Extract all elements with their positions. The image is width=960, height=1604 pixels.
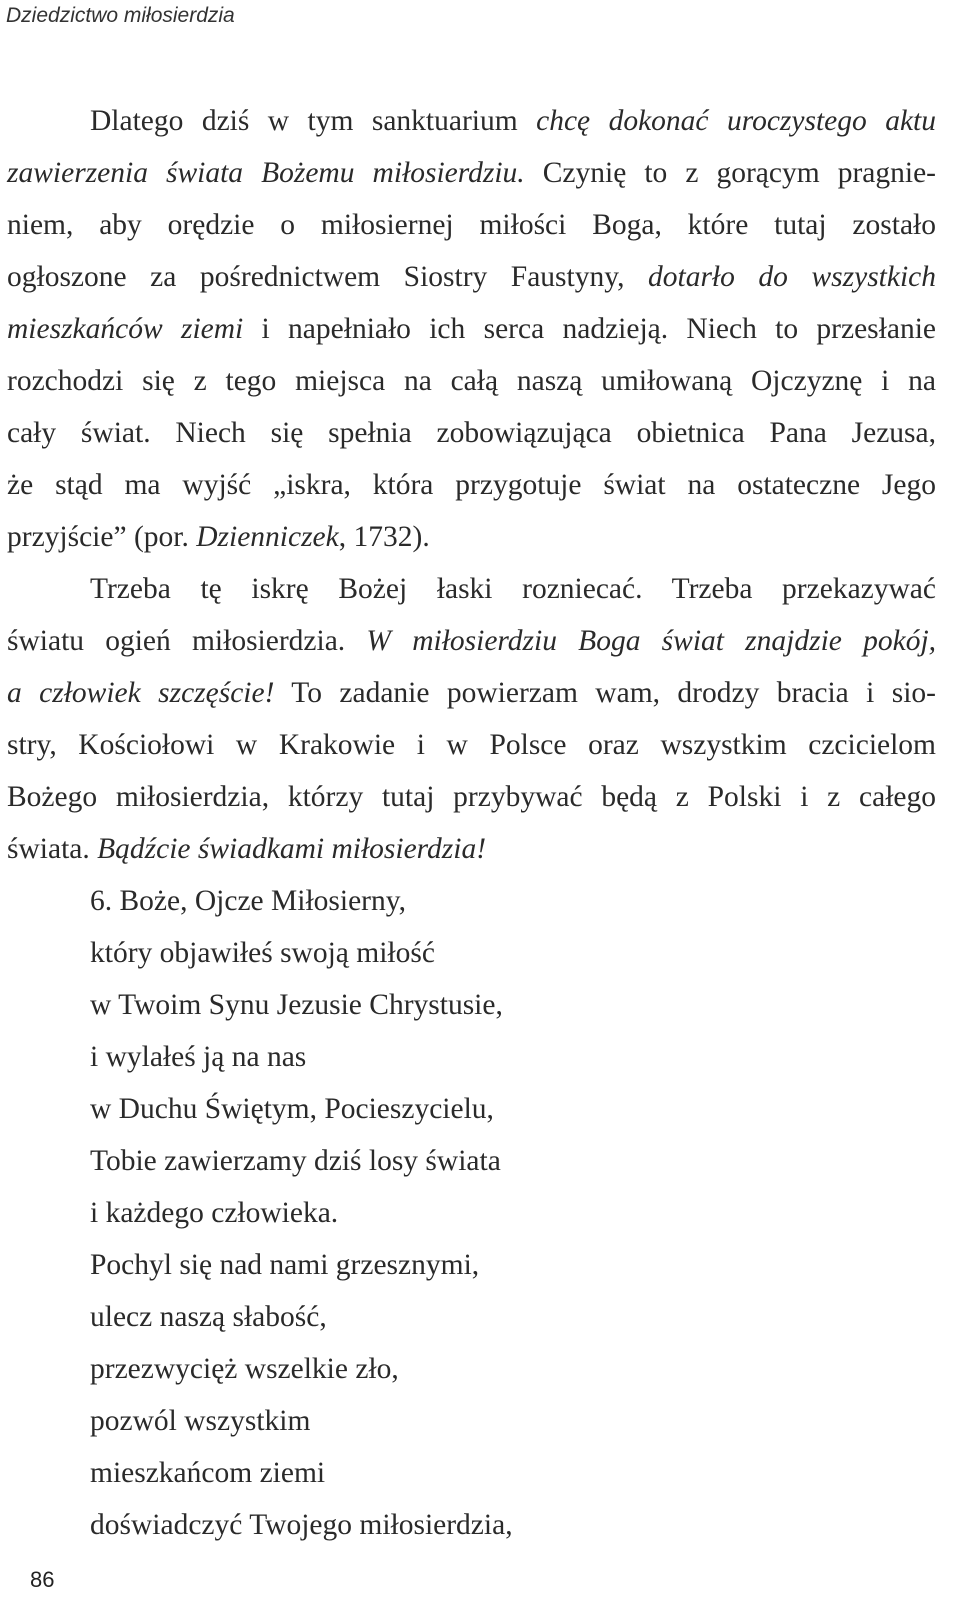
italic-run: Dzienniczek xyxy=(196,521,339,553)
text-line xyxy=(7,303,936,355)
prayer-verse xyxy=(7,875,936,1551)
text-run: , 1732). xyxy=(338,521,430,553)
verse-line: w Duchu Świętym, Pocieszycielu, xyxy=(90,1093,494,1125)
paragraph-2 xyxy=(7,563,936,875)
paragraph-1 xyxy=(7,95,936,563)
text-line: niem, aby orędzie o miłosiernej miłości Boga, które tutaj zostało xyxy=(7,209,936,241)
text-run: i napełniało ich serca nadzieją. Niech to przesłanie xyxy=(243,313,936,345)
verse-line: przezwycięż wszelkie zło, xyxy=(90,1353,399,1385)
verse-line: w Twoim Synu Jezusie Chrystusie, xyxy=(90,989,503,1021)
verse-line: doświadczyć Twojego miłosierdzia, xyxy=(90,1509,513,1541)
italic-run: a człowiek szczęście! xyxy=(7,677,275,709)
body-text xyxy=(7,95,936,1551)
text-line xyxy=(7,823,936,875)
italic-run: Bądźcie świadkami miłosierdzia! xyxy=(97,833,487,865)
text-run: przyjście” (por. xyxy=(7,521,197,553)
text-line xyxy=(7,667,936,719)
text-line: Trzeba tę iskrę Bożej łaski rozniecać. Trzeba przekazywać xyxy=(90,573,936,605)
text-run: Czynię to z gorącym pragnie- xyxy=(524,157,936,189)
text-line: Bożego miłosierdzia, którzy tutaj przybywać będą z Polski i z całego xyxy=(7,781,936,813)
text-line xyxy=(7,95,936,147)
text-line xyxy=(7,615,936,667)
text-line xyxy=(7,251,936,303)
text-line: rozchodzi się z tego miejsca na całą naszą umiłowaną Ojczyznę i na xyxy=(7,365,936,397)
italic-run: dotarło do wszystkich xyxy=(648,261,937,293)
text-run: To zadanie powierzam wam, drodzy bracia i sio- xyxy=(274,677,936,709)
text-line: stry, Kościołowi w Krakowie i w Polsce oraz wszystkim czcicielom xyxy=(7,729,936,761)
verse-line: mieszkańcom ziemi xyxy=(90,1457,326,1489)
page-number: 86 xyxy=(30,1567,55,1592)
verse-line: ulecz naszą słabość, xyxy=(90,1301,327,1333)
text-line xyxy=(7,147,936,199)
verse-line: Tobie zawierzamy dziś losy świata xyxy=(90,1145,501,1177)
text-line: cały świat. Niech się spełnia zobowiązująca obietnica Pana Jezusa, xyxy=(7,417,936,449)
verse-line: 6. Boże, Ojcze Miłosierny, xyxy=(90,885,406,917)
verse-line: który objawiłeś swoją miłość xyxy=(90,937,435,969)
verse-line: pozwól wszystkim xyxy=(90,1405,311,1437)
text-line: że stąd ma wyjść „iskra, która przygotuje świat na ostateczne Jego xyxy=(7,469,936,501)
italic-run: W miłosierdziu Boga świat znajdzie pokój, xyxy=(366,625,937,657)
verse-line: i każdego człowieka. xyxy=(90,1197,339,1229)
verse-line: Pochyl się nad nami grzesznymi, xyxy=(90,1249,480,1281)
text-line xyxy=(7,511,936,563)
verse-line: i wylałeś ją na nas xyxy=(90,1041,307,1073)
italic-run: mieszkańców ziemi xyxy=(7,313,244,345)
text-run: ogłoszone za pośrednictwem Siostry Faustyny, xyxy=(7,261,648,293)
italic-run: zawierzenia świata Bożemu miłosierdziu. xyxy=(7,157,525,189)
italic-run: chcę dokonać uroczystego aktu xyxy=(536,105,936,137)
running-header: Dziedzictwo miłosierdzia xyxy=(6,4,235,27)
text-run: świata. xyxy=(7,833,98,865)
text-run: Dlatego dziś w tym sanktuarium xyxy=(90,105,537,137)
text-run: światu ogień miłosierdzia. xyxy=(7,625,367,657)
